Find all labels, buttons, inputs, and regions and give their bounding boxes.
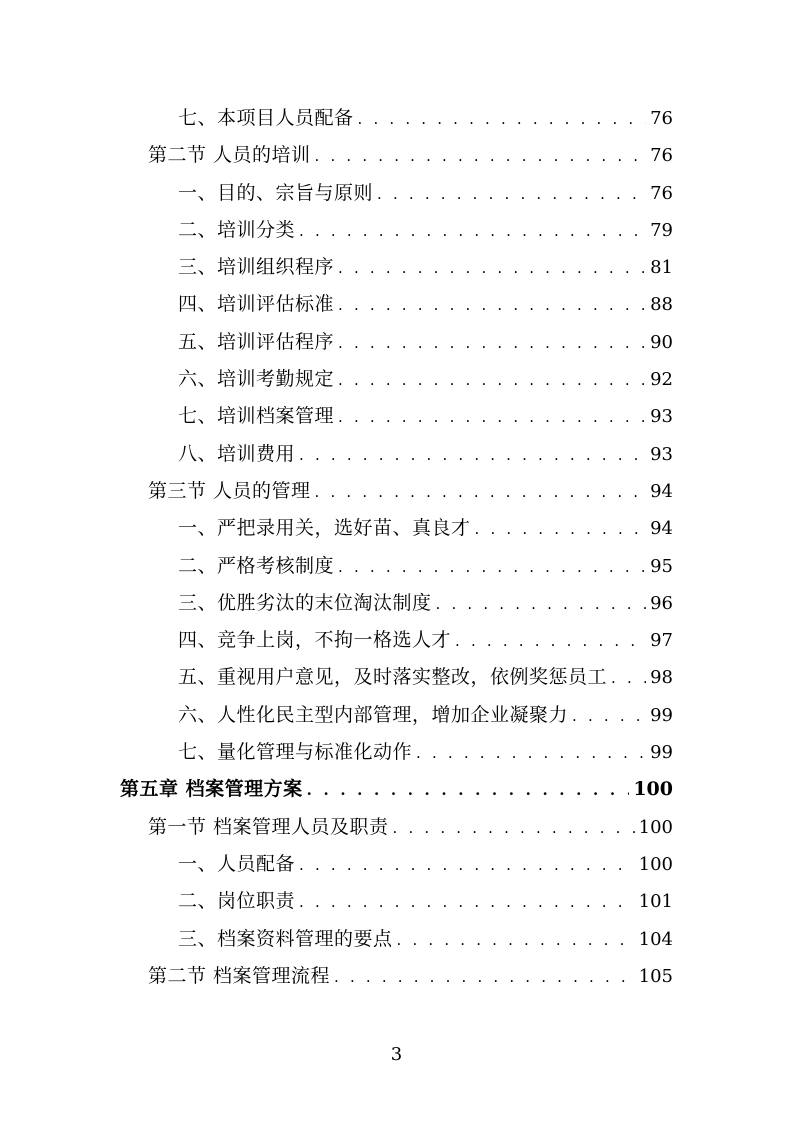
toc-entry[interactable] [0,398,793,435]
toc-entry-page: 93 [650,443,673,465]
toc-entry-line [178,324,673,362]
toc-entry-page: 97 [650,630,673,652]
toc-entry-line [178,286,673,324]
toc-entry[interactable] [0,921,793,958]
toc-entry[interactable] [0,137,793,174]
toc-entry[interactable] [0,585,793,622]
toc-entry[interactable] [0,548,793,585]
toc-entry[interactable] [0,883,793,920]
toc-entry-page: 88 [650,294,673,316]
toc-entry[interactable] [0,212,793,249]
toc-entry[interactable] [0,510,793,547]
toc-entry-page: 76 [650,145,673,167]
toc-entry-page: 90 [650,331,673,353]
toc-dot-leader [299,213,646,250]
toc-entry[interactable] [0,175,793,212]
toc-dot-leader [397,922,635,959]
toc-entry-title: 二、岗位职责 [178,890,296,913]
toc-dot-leader [299,884,635,921]
toc-entry-title: 第三节 人员的管理 [148,479,311,502]
table-of-contents [0,100,793,995]
toc-entry[interactable] [0,286,793,323]
toc-entry-line [178,436,673,474]
toc-dot-leader [307,772,630,809]
toc-entry-title: 三、培训组织程序 [178,256,335,279]
toc-entry-line [148,958,673,996]
toc-dot-leader [475,511,647,548]
toc-entry-page: 95 [650,555,673,577]
toc-entry[interactable] [0,436,793,473]
toc-dot-leader [358,101,647,138]
toc-entry[interactable] [0,622,793,659]
toc-entry[interactable] [0,361,793,398]
toc-entry-title: 一、目的、宗旨与原则 [178,181,374,204]
toc-entry-line [148,809,673,847]
toc-entry-title: 二、培训分类 [178,218,296,241]
toc-entry[interactable] [0,100,793,137]
toc-dot-leader [338,325,646,362]
toc-entry-title: 七、本项目人员配备 [178,107,354,129]
toc-entry-line [178,883,673,921]
toc-dot-leader [377,176,646,213]
toc-entry-title: 第二节 人员的培训 [148,144,311,167]
toc-dot-leader [416,735,646,772]
page-number: 3 [390,1044,403,1065]
toc-entry-title: 第二节 档案管理流程 [148,964,331,987]
toc-entry[interactable] [0,809,793,846]
toc-entry-line [178,921,673,959]
toc-entry-title: 七、量化管理与标准化动作 [178,741,413,764]
toc-entry-line [178,734,673,772]
toc-entry-title: 一、人员配备 [178,852,296,875]
toc-entry-title: 二、严格考核制度 [178,554,335,577]
toc-entry-title: 五、培训评估程序 [178,330,335,353]
toc-entry-page: 94 [650,480,673,502]
toc-entry-title: 第五章 档案管理方案 [120,778,303,801]
toc-entry-title: 四、竞争上岗，不拘一格选人才 [178,629,452,652]
toc-entry-title: 六、培训考勤规定 [178,368,335,391]
toc-entry-line [120,771,673,809]
toc-entry-line [178,175,673,213]
toc-entry-title: 七、培训档案管理 [178,405,335,428]
toc-entry-page: 101 [638,891,673,913]
toc-entry[interactable] [0,473,793,510]
toc-entry-page: 76 [650,108,673,129]
toc-dot-leader [572,698,646,735]
toc-entry-title: 三、档案资料管理的要点 [178,927,393,950]
toc-dot-leader [299,437,646,474]
toc-entry-title: 四、培训评估标准 [178,293,335,316]
toc-entry[interactable] [0,249,793,286]
toc-entry-page: 100 [638,816,673,838]
toc-entry-title: 六、人性化民主型内部管理，增加企业凝聚力 [178,703,569,726]
toc-entry-page: 79 [650,219,673,241]
toc-entry-page: 100 [633,778,673,801]
toc-dot-leader [338,362,646,399]
toc-entry-page: 104 [638,928,673,950]
toc-dot-leader [338,399,646,436]
toc-dot-leader [393,810,635,847]
toc-entry[interactable] [0,659,793,696]
toc-entry-page: 98 [650,667,673,689]
toc-entry[interactable] [0,771,793,808]
toc-entry-page: 96 [650,592,673,614]
toc-dot-leader [455,623,646,660]
toc-entry-page: 100 [638,853,673,875]
toc-entry-page: 81 [650,257,673,279]
toc-entry[interactable] [0,697,793,734]
toc-entry-line [178,846,673,884]
toc-entry-line [178,398,673,436]
toc-entry-title: 三、优胜劣汰的末位淘汰制度 [178,591,432,614]
toc-dot-leader [334,959,635,996]
toc-dot-leader [436,586,647,623]
toc-entry-title: 第一节 档案管理人员及职责 [148,815,389,838]
toc-entry-line [178,622,673,660]
toc-entry-line [178,585,673,623]
toc-entry-line [178,361,673,399]
toc-entry-page: 76 [650,182,673,204]
toc-entry-title: 一、严把录用关，选好苗、真良才 [178,517,471,540]
toc-entry-page: 92 [650,369,673,391]
toc-entry-page: 99 [650,704,673,726]
toc-entry-title: 五、重视用户意见，及时落实整改，依例奖惩员工 [178,666,608,689]
toc-entry-page: 99 [650,742,673,764]
toc-dot-leader [315,138,647,175]
toc-dot-leader [299,847,635,884]
toc-entry-line [148,473,673,511]
toc-dot-leader [338,287,646,324]
toc-entry-page: 105 [638,965,673,987]
toc-entry-line [178,659,673,697]
toc-dot-leader [611,660,646,697]
toc-dot-leader [315,474,647,511]
toc-entry-line [178,212,673,250]
toc-dot-leader [338,549,646,586]
toc-entry-page: 94 [650,518,673,540]
toc-entry-line [178,548,673,586]
toc-entry[interactable] [0,734,793,771]
toc-entry-line [178,510,673,548]
toc-entry[interactable] [0,846,793,883]
toc-entry-page: 93 [650,406,673,428]
toc-entry-line [178,249,673,287]
toc-entry-line [178,100,673,138]
toc-entry-line [148,137,673,175]
toc-entry-line [178,697,673,735]
toc-entry[interactable] [0,324,793,361]
toc-entry[interactable] [0,958,793,995]
toc-entry-title: 八、培训费用 [178,442,296,465]
toc-dot-leader [338,250,646,287]
